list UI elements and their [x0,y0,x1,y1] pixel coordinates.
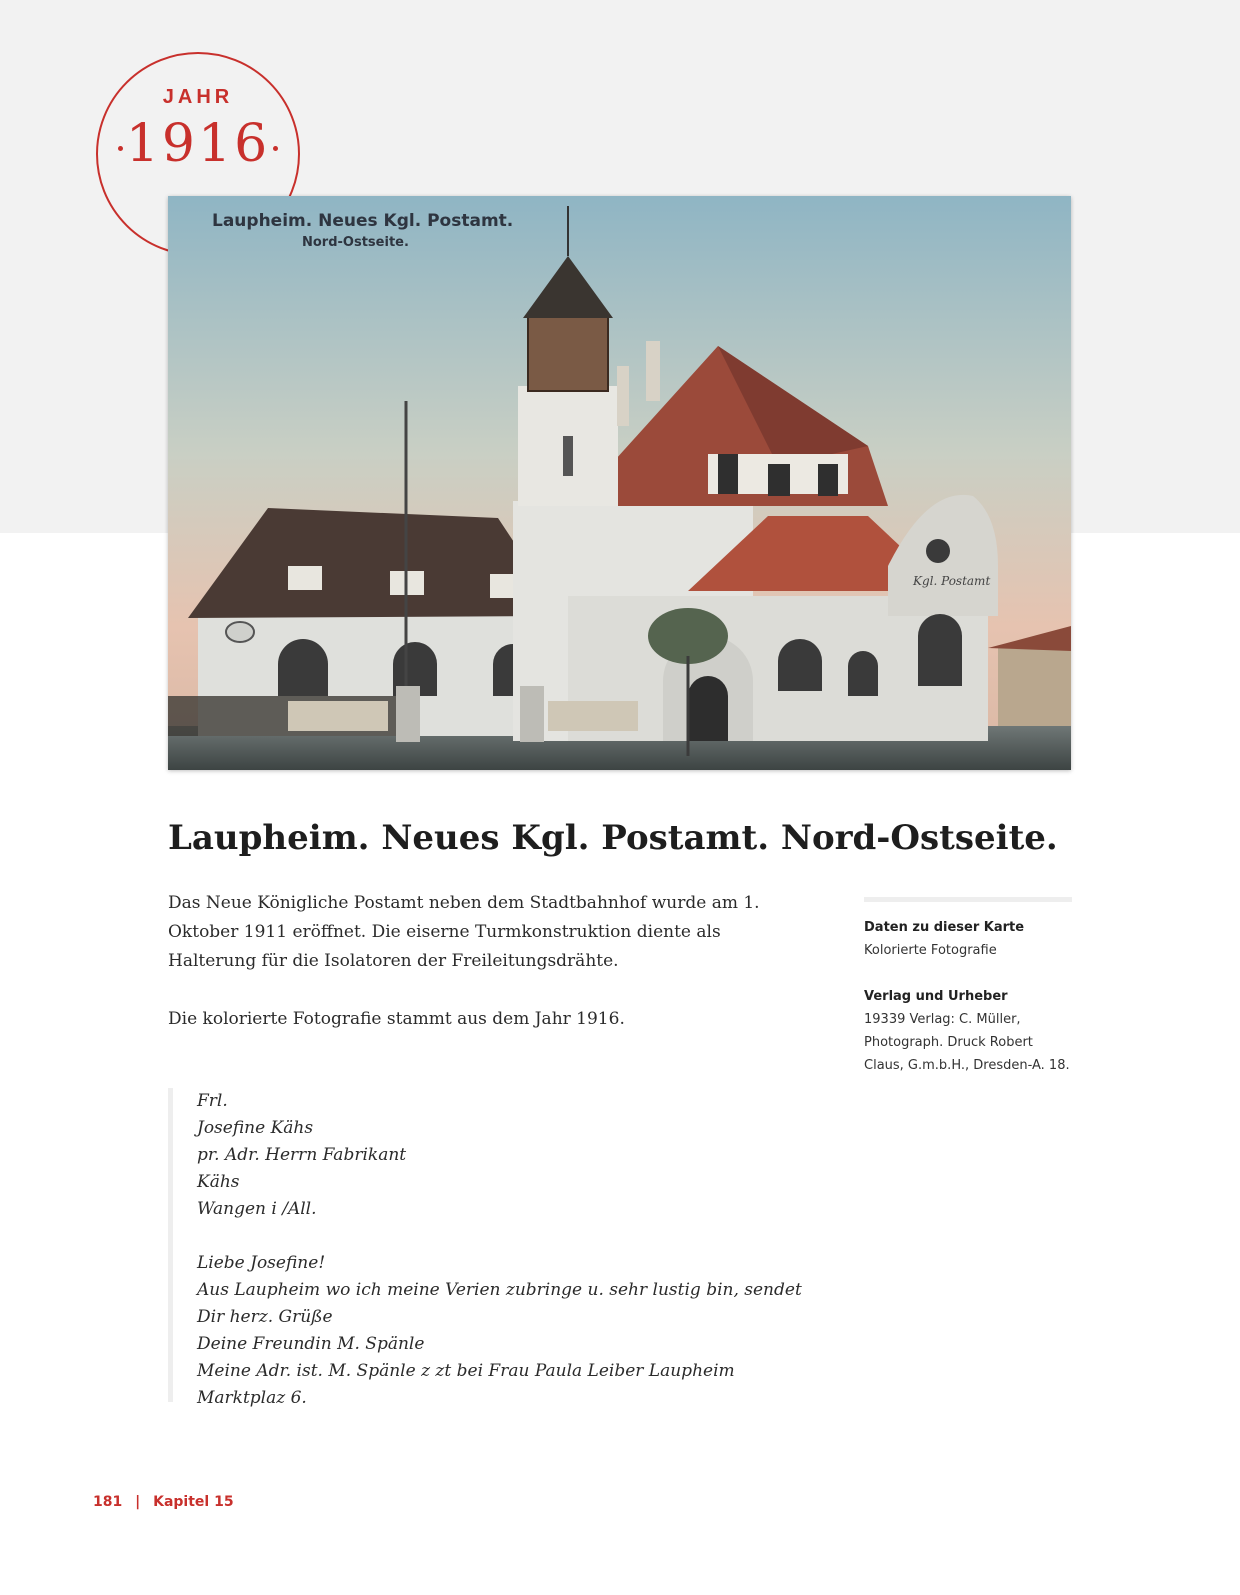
card-data-block [864,916,1072,962]
article-title: Laupheim. Neues Kgl. Postamt. Nord-Ostseite. [168,818,1058,858]
stamp-label: JAHR [162,86,234,108]
postcard-caption-line2: Nord-Ostseite. [302,235,409,250]
stamp-year: 1916 [125,114,271,174]
message-line: Aus Laupheim wo ich meine Verien zubringe u. sehr lustig bin, sendet [197,1280,802,1300]
publisher-block [864,985,1072,1077]
card-data-value: Kolorierte Fotografie [864,943,997,958]
message-line: Deine Freundin M. Spänle [197,1334,425,1354]
footer-separator: | [135,1494,141,1510]
article-body [168,889,768,1063]
page-number: 181 [93,1494,123,1510]
publisher-heading: Verlag und Urheber [864,989,1008,1004]
address-line: Kähs [197,1172,240,1192]
address-line: Wangen i /All. [197,1199,317,1219]
stamp-dot-right [273,146,278,151]
message-line: Dir herz. Grüße [197,1307,333,1327]
message-line: Liebe Josefine! [197,1253,326,1273]
postcard-image [168,196,1071,770]
address-line: pr. Adr. Herrn Fabrikant [197,1145,407,1165]
card-info-sidebar [864,897,1072,1100]
address-line: Josefine Kähs [197,1118,314,1138]
article-paragraph-2: Die kolorierte Fotografie stammt aus dem Jahr 1916. [168,1009,625,1029]
message-line: Marktplaz 6. [197,1388,307,1408]
postcard-sign: Kgl. Postamt [913,574,991,588]
card-data-heading: Daten zu dieser Karte [864,920,1025,935]
chapter-label: Kapitel 15 [153,1494,234,1510]
quote-spacer [197,1223,788,1250]
address-line: Frl. [197,1091,228,1111]
postcard-transcription [168,1088,802,1408]
article-paragraph-1: Das Neue Königliche Postamt neben dem Stadtbahnhof wurde am 1. Oktober 1911 eröffnet. Die eiserne Turmkonstruktion diente als Halterung für die Isolatoren der Freileitungsdrähte. [168,893,760,971]
postcard-caption-line1: Laupheim. Neues Kgl. Postamt. [212,211,514,231]
message-line: Meine Adr. ist. M. Spänle z zt bei Frau Paula Leiber Laupheim [197,1361,735,1381]
page-footer [93,1494,234,1510]
publisher-value: 19339 Verlag: C. Müller, Photograph. Druck Robert Claus, G.m.b.H., Dresden-A. 18. [864,1012,1070,1073]
